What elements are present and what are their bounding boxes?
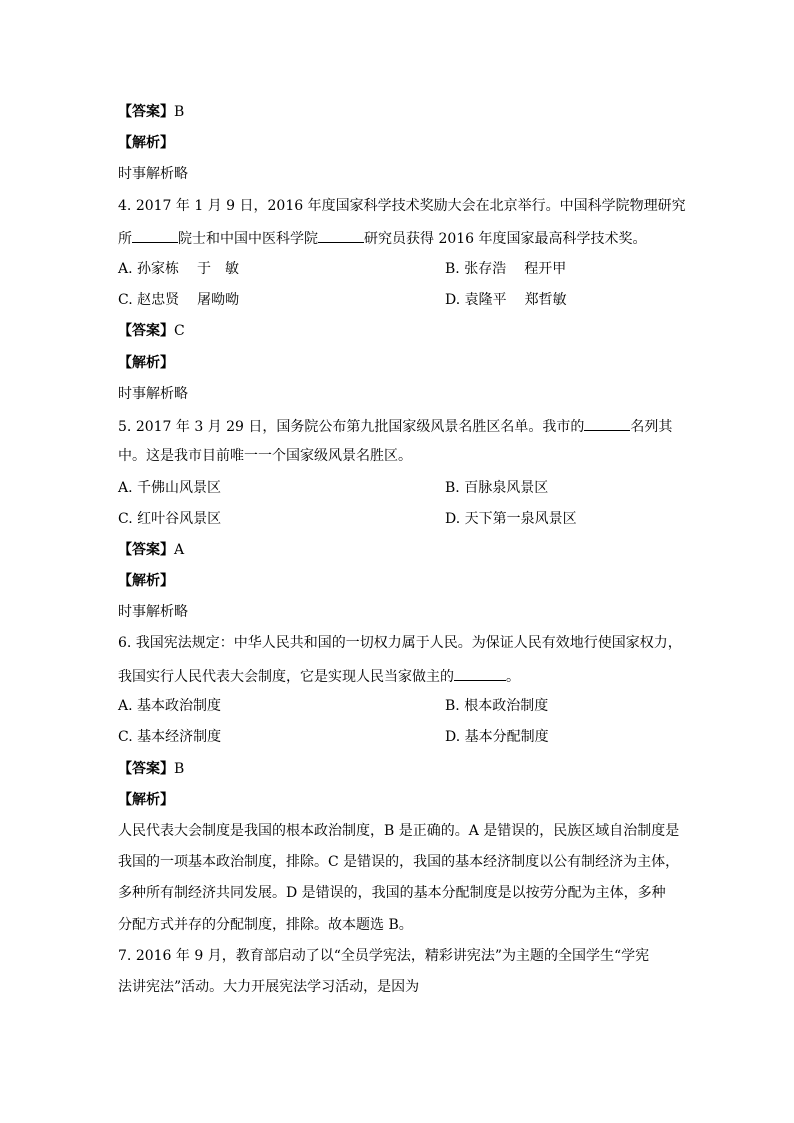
question-text: 名列其 (630, 419, 673, 435)
question-number: 6. (118, 635, 132, 651)
option-c (118, 291, 239, 309)
option-text: 程开甲 (524, 261, 567, 277)
answer-line (118, 760, 184, 778)
question-7-line-2: 法讲宪法”活动。大力开展宪法学习活动，是因为 (118, 979, 420, 995)
question-text: 我国实行人民代表大会制度，它是实现人民当家做主的 (118, 669, 454, 685)
option-text: 基本分配制度 (464, 729, 549, 745)
option-label: A. (118, 261, 133, 277)
answer-label: 【答案】 (118, 542, 174, 558)
analysis-line-1: 人民代表大会制度是我国的根本政治制度，B 是正确的。A 是错误的，民族区域自治制度是 (118, 823, 680, 839)
question-6-line-2 (118, 666, 520, 686)
question-6-line-1 (118, 634, 682, 652)
option-label: C. (118, 729, 133, 745)
option-label: D. (445, 292, 461, 308)
answer-line (118, 541, 184, 559)
option-text: 千佛山风景区 (137, 480, 222, 496)
option-label: D. (445, 511, 461, 527)
answer-value: B (174, 761, 185, 777)
option-text: 基本政治制度 (137, 698, 222, 714)
answer-blank (454, 666, 506, 681)
analysis-text: 时事解析略 (118, 604, 188, 620)
option-text: 郑哲敏 (524, 292, 567, 308)
option-b (445, 697, 548, 715)
option-label: B. (445, 261, 460, 277)
option-label: A. (118, 480, 133, 496)
question-text: 研究员获得 2016 年度国家最高科学技术奖。 (364, 231, 647, 247)
answer-blank (132, 228, 178, 243)
option-text: 天下第一泉风景区 (464, 511, 577, 527)
question-text: 院士和中国中医科学院 (178, 231, 318, 247)
answer-value: B (174, 104, 185, 120)
answer-line (118, 103, 184, 121)
question-text: 2017 年 1 月 9 日，2016 年度国家科学技术奖励大会在北京举行。中国科学院物理研究 (135, 198, 686, 214)
option-label: B. (445, 480, 460, 496)
option-text: 根本政治制度 (464, 698, 549, 714)
question-number: 7. (118, 948, 132, 964)
question-4-line-2 (118, 228, 647, 248)
answer-blank (318, 228, 364, 243)
option-d (445, 510, 577, 528)
question-7-line-1 (118, 947, 649, 965)
option-a (118, 260, 239, 278)
analysis-line-4: 分配方式并存的分配制度，排除。故本题选 B。 (118, 917, 413, 933)
answer-label: 【答案】 (118, 761, 174, 777)
option-text: 张存浩 (464, 261, 507, 277)
option-d (445, 291, 567, 309)
answer-line (118, 322, 185, 340)
option-text: 基本经济制度 (137, 729, 222, 745)
question-text: 我国宪法规定：中华人民共和国的一切权力属于人民。为保证人民有效地行使国家权力， (135, 635, 682, 651)
option-a (118, 479, 221, 497)
option-text: 于 敏 (197, 261, 240, 277)
option-label: B. (445, 698, 460, 714)
question-number: 5. (118, 419, 132, 435)
option-label: C. (118, 511, 133, 527)
analysis-label: 【解析】 (118, 135, 174, 151)
question-number: 4. (118, 198, 132, 214)
question-text: 。 (506, 669, 520, 685)
answer-label: 【答案】 (118, 104, 174, 120)
option-text: 百脉泉风景区 (464, 480, 549, 496)
option-text: 孙家栋 (137, 261, 180, 277)
analysis-line-2: 我国的一项基本政治制度，排除。C 是错误的，我国的基本经济制度以公有制经济为主体， (118, 854, 680, 870)
option-label: D. (445, 729, 461, 745)
question-5-line-1 (118, 416, 672, 436)
option-text: 屠呦呦 (197, 292, 240, 308)
analysis-text: 时事解析略 (118, 166, 188, 182)
answer-label: 【答案】 (118, 323, 174, 339)
option-text: 袁隆平 (464, 292, 507, 308)
option-a (118, 697, 221, 715)
option-label: A. (118, 698, 133, 714)
analysis-label: 【解析】 (118, 573, 174, 589)
option-label: C. (118, 292, 133, 308)
question-text: 所 (118, 231, 132, 247)
option-d (445, 728, 549, 746)
analysis-line-3: 多种所有制经济共同发展。D 是错误的，我国的基本分配制度是以按劳分配为主体，多种 (118, 885, 666, 901)
question-text: 2016 年 9 月，教育部启动了以“全员学宪法，精彩讲宪法”为主题的全国学生“学宪 (135, 948, 650, 964)
option-c (118, 728, 221, 746)
analysis-label: 【解析】 (118, 792, 174, 808)
option-text: 红叶谷风景区 (137, 511, 222, 527)
option-text: 赵忠贤 (137, 292, 180, 308)
question-5-line-2: 中。这是我市目前唯一一个国家级风景名胜区。 (118, 448, 412, 464)
answer-value: A (174, 542, 185, 558)
option-c (118, 510, 221, 528)
option-b (445, 479, 548, 497)
answer-value: C (174, 323, 185, 339)
question-4-line-1 (118, 197, 686, 215)
answer-blank (584, 416, 630, 431)
question-text: 2017 年 3 月 29 日，国务院公布第九批国家级风景名胜区名单。我市的 (135, 419, 585, 435)
analysis-label: 【解析】 (118, 355, 174, 371)
analysis-text: 时事解析略 (118, 386, 188, 402)
option-b (445, 260, 566, 278)
